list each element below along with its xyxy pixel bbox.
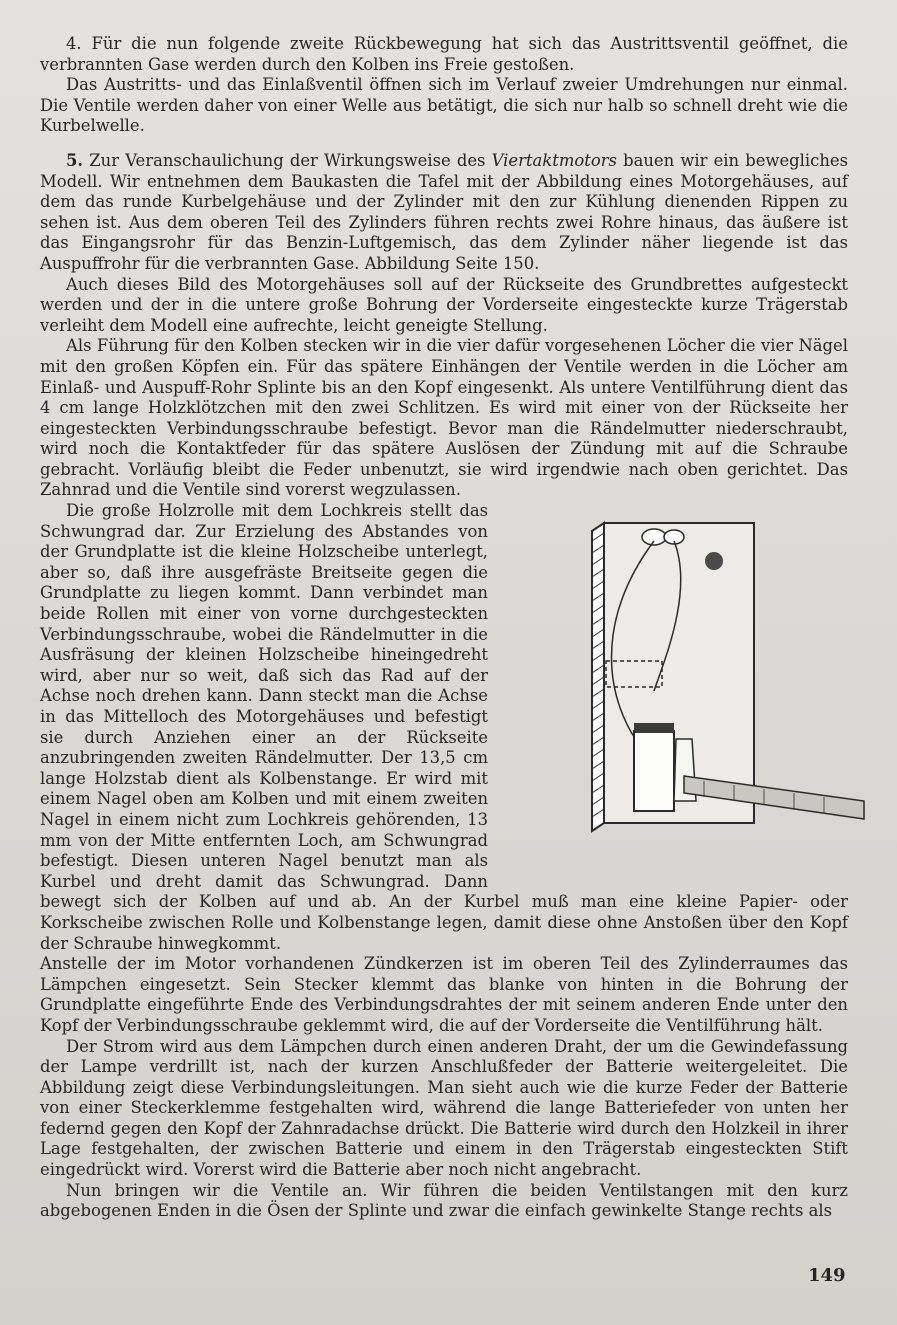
battery-top: [634, 723, 674, 733]
paragraph-valves-attach: Nun bringen wir die Ventile an. Wir führen die beiden Ventilstangen mit den kurz abgebogenen Enden in die Ösen der Splinte und zwar die einfach gewinkelte Stange rechts als: [40, 1180, 848, 1221]
paragraph-valves: Das Austritts- und das Einlaßventil öffnen sich im Verlauf zweier Umdrehungen nur einmal. Die Ventile werden daher von einer Welle aus betätigt, die sich nur halb so schnell dreht wie die Kurbelwelle.: [40, 75, 848, 136]
paragraph-lamp: Anstelle der im Motor vorhandenen Zündkerzen ist im oberen Teil des Zylinderraumes das Lämpchen eingesetzt. Sein Stecker klemmt das blanke von hinten in die Bohrung der Grundplatte eingeführte Ende des Verbindungsdrahtes der mit seinem anderen Ende unter den Kopf der Verbindungsschraube geklemmt wird, die auf der Vorderseite die Ventilführung hält.: [40, 954, 848, 1035]
paragraph-flywheel: [40, 501, 848, 954]
section-lead-rest: bauen wir ein bewegliches: [623, 150, 848, 170]
section-number: 5.: [66, 150, 84, 170]
paragraph-flywheel-text: Die große Holzrolle mit dem Lochkreis stellt das Schwungrad dar. Zur Erzielung des Abstandes von der Grundplatte ist die kleine Holzscheibe unterlegt, aber so, daß ihre ausgefräste Breitseite gegen die Grundplatte zu liegen kommt. Dann verbindet man beide Rollen mit einer von vorne durchgesteckten Verbindungsschraube, wobei die Rändelmutter in die Ausfräsung der kleinen Holzscheibe hineingedreht wird, aber nur so weit, daß sich das Rad auf der Achse noch drehen kann. Dann steckt man die Achse in das Mittelloch des Motorgehäuses und befestigt sie durch Anziehen einer an der Rückseite anzubringenden zweiten Rändelmutter. Der 13,5 cm lange Holzstab dient als Kolbenstange. Er wird mit einem Nagel oben am Kolben und mit einem zweiten Nagel in einem nicht zum Lochkreis gehörenden, 13 mm von der Mitte entfernten Loch, am Schwungrad befestigt. Diesen unteren Nagel benutzt man als Kurbel und dreht damit das Schwungrad. Dann bewegt sich der Kolben auf und ab. An der Kurbel muß man eine kleine Papier- oder Korkscheibe zwischen Rolle und Kolbenstange legen, damit diese ohne Anstoßen über den Kopf der Schraube hinwegkommt.: [40, 501, 848, 953]
section-lead: Zur Veranschaulichung der Wirkungsweise des: [89, 150, 486, 170]
bolt-head-icon: [705, 552, 723, 570]
board-edge: [592, 523, 604, 831]
paragraph-section-5: [40, 151, 848, 275]
paragraph-model: Modell. Wir entnehmen dem Baukasten die Tafel mit der Abbildung eines Motorgehäuses, auf dem das runde Kurbelgehäuse und der Zylinder mit den zur Kühlung dienenden Rippen zu sehen ist. Aus dem oberen Teil des Zylinders führen rechts zwei Rohre hinaus, das äußere ist das Eingangsrohr für das Benzin-Luftgemisch, das dem Zylinder näher liegende ist das Auspuffrohr für die verbrannten Gase. Abbildung Seite 150.: [40, 171, 848, 273]
section-term: Viertaktmotors: [491, 150, 617, 170]
figure-engine-model: [508, 501, 858, 869]
paragraph-current: Der Strom wird aus dem Lämpchen durch einen anderen Draht, der um die Gewindefassung der Lampe verdrillt ist, nach der kurzen Anschlußfeder der Batterie weitergeleitet. Die Abbildung zeigt diese Verbindungsleitungen. Man sieht auch wie die kurze Feder der Batterie von einer Steckerklemme festgehalten wird, während die lange Batteriefeder von unten her federnd gegen den Kopf der Zahnradachse drückt. Die Batterie wird durch den Holzkeil in ihrer Lage festgehalten, der zwischen Batterie und einem in den Trägerstab eingesteckten Stift eingedrückt wird. Vorerst wird die Batterie aber noch nicht angebracht.: [40, 1036, 848, 1180]
battery-icon: [634, 731, 674, 811]
page-number: 149: [808, 1265, 846, 1286]
paragraph-step-4: 4. Für die nun folgende zweite Rückbewegung hat sich das Austrittsventil geöffnet, die verbrannten Gase werden durch den Kolben ins Freie gestoßen.: [40, 34, 848, 74]
top-pulley-icon: [642, 529, 666, 545]
paragraph-piston-guide: Als Führung für den Kolben stecken wir in die vier dafür vorgesehenen Löcher die vier Nägel mit den großen Köpfen ein. Für das spätere Einhängen der Ventile werden in die Löcher am Einlaß- und Auspuff-Rohr Splinte bis an den Kopf eingesenkt. Als untere Ventilführung dient das 4 cm lange Holzklötzchen mit den zwei Schlitzen. Es wird mit einer von der Rückseite her eingesteckten Verbindungsschraube befestigt. Bevor man die Rändelmutter niederschraubt, wird noch die Kontaktfeder für das spätere Auslösen der Zündung mit auf die Schraube gebracht. Vorläufig bleibt die Feder unbenutzt, sie wird irgendwie nach oben gerichtet. Das Zahnrad und die Ventile sind vorerst wegzulassen.: [40, 336, 848, 500]
body-text: [40, 34, 848, 1222]
engine-model-illustration: [534, 501, 884, 869]
paragraph-housing: Auch dieses Bild des Motorgehäuses soll auf der Rückseite des Grundbrettes aufgesteckt werden und der in die untere große Bohrung der Vorderseite eingesteckte kurze Trägerstab verleiht dem Modell eine aufrechte, leicht geneigte Stellung.: [40, 274, 848, 335]
